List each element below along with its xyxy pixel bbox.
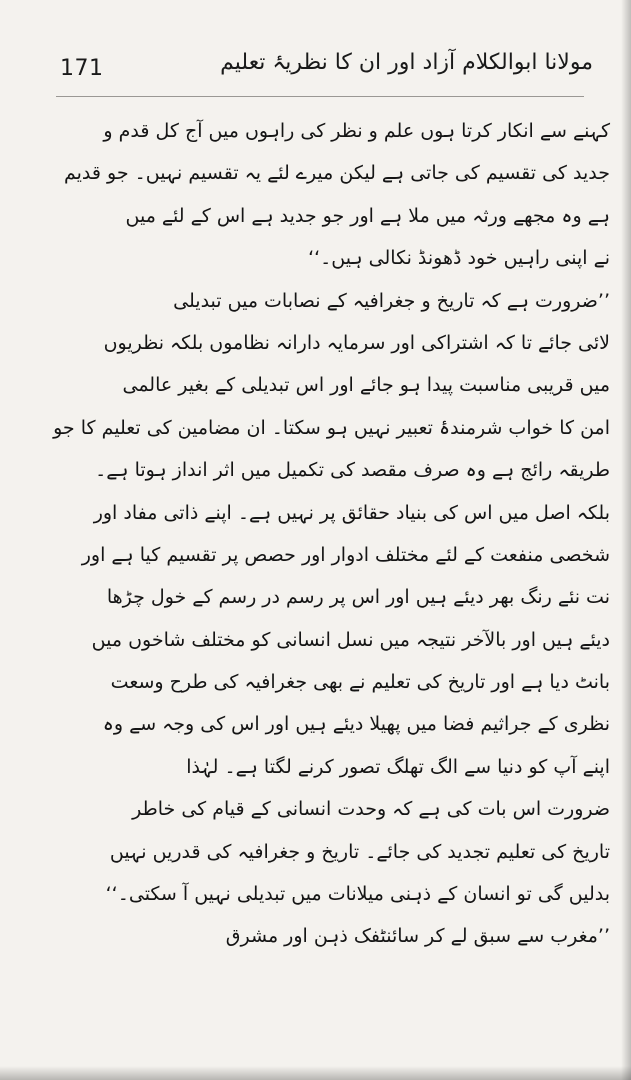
text-line: کہنے سے انکار کرتا ہوں علم و نظر کی راہوں میں آج کل قدم و: [103, 120, 610, 142]
text-line: ضرورت اس بات کی ہے کہ وحدت انسانی کے قیام کی خاطر: [132, 798, 610, 821]
text-line: نت نئے رنگ بھر دیئے ہیں اور اس پر رسم در رسم کے خول چڑھا: [106, 586, 610, 609]
page-edge-shadow: [621, 0, 631, 1080]
page-bottom-shadow: [0, 1066, 631, 1080]
text-line: ہے وہ مجھے ورثہ میں ملا ہے اور جو جدید ہے اس کے لئے میں: [125, 204, 610, 227]
text-line: دیئے ہیں اور بالآخر نتیجہ میں نسل انسانی کو مختلف شاخوں میں: [91, 628, 610, 651]
text-line: لائی جائے تا کہ اشتراکی اور سرمایہ دارانہ نظاموں بلکہ نظریوں: [103, 331, 610, 354]
text-line: امن کا خواب شرمندۂ تعبیر نہیں ہو سکتا۔ ان مضامین کی تعلیم کا جو: [53, 416, 610, 439]
text-line: تاریخ کی تعلیم تجدید کی جائے۔ تاریخ و جغرافیہ کی قدریں نہیں: [109, 840, 610, 863]
text-line: نے اپنی راہیں خود ڈھونڈ نکالی ہیں۔‘‘: [308, 247, 610, 270]
text-line: ’’ضرورت ہے کہ تاریخ و جغرافیہ کے نصابات میں تبدیلی: [173, 289, 610, 312]
text-line: بلکہ اصل میں اس کی بنیاد حقائق پر نہیں ہے۔ اپنے ذاتی مفاد اور: [93, 501, 610, 524]
text-line: ’’مغرب سے سبق لے کر سائنٹفک ذہن اور مشرق: [225, 925, 610, 948]
page-number: 171: [60, 56, 104, 81]
text-line: طریقہ رائج ہے وہ صرف مقصد کی تکمیل میں اثر انداز ہوتا ہے۔: [95, 459, 610, 482]
text-line: میں قریبی مناسبت پیدا ہو جائے اور اس تبدیلی کے بغیر عالمی: [122, 374, 610, 397]
text-line: بانٹ دیا ہے اور تاریخ کی تعلیم نے بھی جغرافیہ کی طرح وسعت: [110, 671, 610, 694]
text-line: شخصی منفعت کے لئے مختلف ادوار اور حصص پر تقسیم کیا ہے اور: [81, 543, 610, 566]
text-line: بدلیں گی تو انسان کے ذہنی میلانات میں تبدیلی نہیں آ سکتی۔‘‘: [105, 883, 610, 906]
body-text: [53, 110, 610, 958]
header-divider: [56, 96, 584, 97]
text-line: نظری کے جراثیم فضا میں پھیلا دیئے ہیں اور اس کی وجہ سے وہ: [102, 713, 610, 736]
text-line: جدید کی تقسیم کی جاتی ہے لیکن میرے لئے یہ تقسیم نہیں۔ جو قدیم: [63, 162, 610, 185]
text-line: اپنے آپ کو دنیا سے الگ تھلگ تصور کرنے لگتا ہے۔ لہٰذا: [186, 755, 610, 778]
running-header-title: مولانا ابوالکلام آزاد اور ان کا نظریۂ تعلیم: [220, 50, 593, 75]
